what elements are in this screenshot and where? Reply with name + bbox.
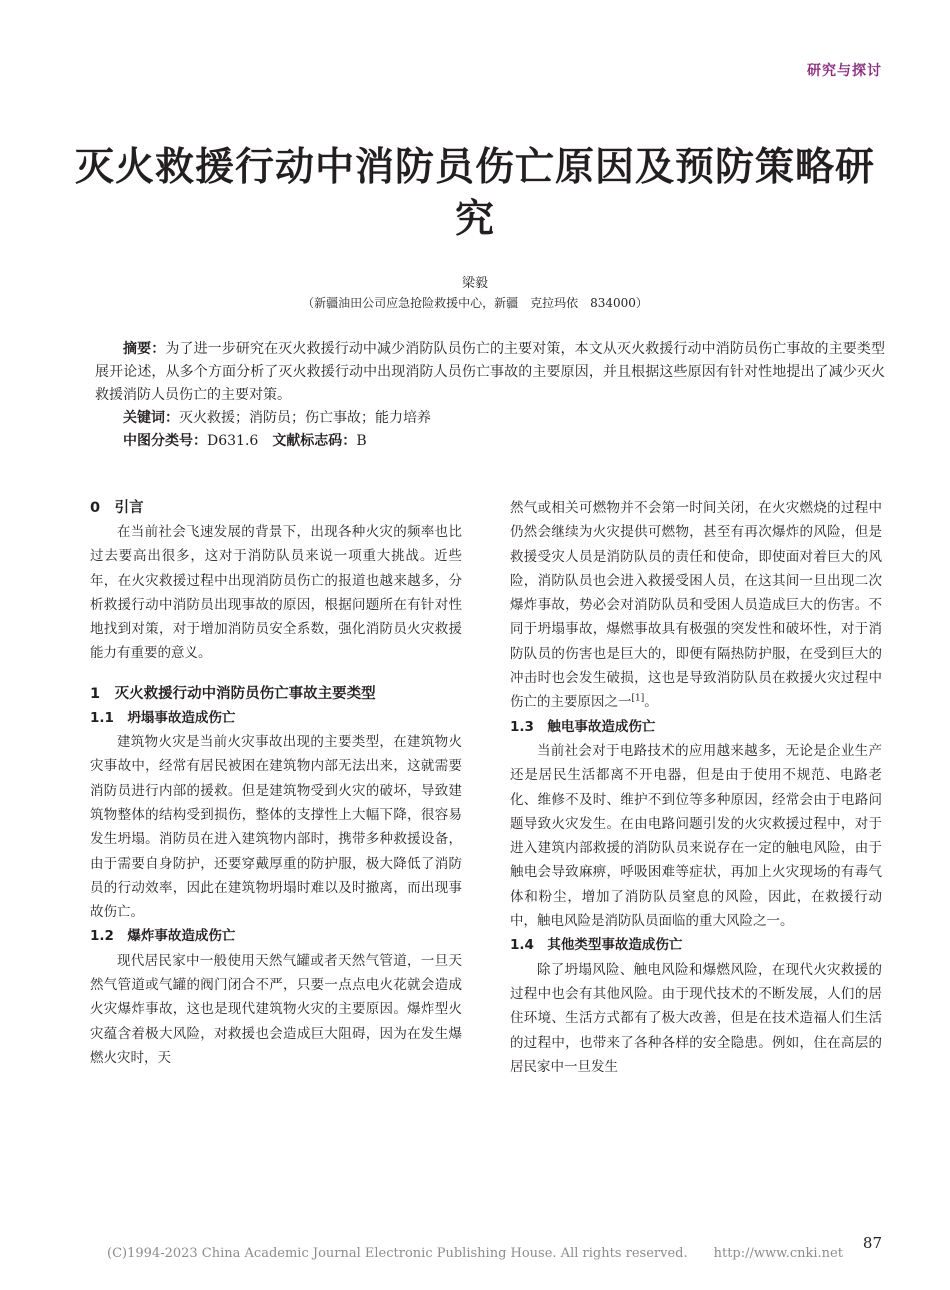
heading-1-3: 1.3 触电事故造成伤亡	[510, 718, 656, 735]
heading-1-2: 1.2 爆炸事故造成伤亡	[90, 928, 236, 945]
keywords	[95, 407, 885, 430]
paragraph-1-2-continued-text: 然气或相关可燃物并不会第一时间关闭，在火灾燃烧的过程中仍然会继续为火灾提供可燃物，甚至有再次爆炸的风险，但是救援受灾人员是消防队员的责任和使命，即使面对着巨大的风险，消防队员也会进入救援受困人员，在这其间一旦出现二次爆炸事故，势必会对消防队员和受困人员造成巨大的伤害。不同于坍塌事故，爆燃事故具有极强的突发性和破坏性，对于消防队员的伤害也是巨大的，即便有隔热防护服，在受到巨大的冲击时也会发生破损，这也是导致消防队员在救援火灾过程中伤亡的主要原因之一	[510, 500, 882, 711]
keywords-label: 关键词：	[123, 410, 179, 426]
doc-code-label: 文献标志码：	[272, 433, 357, 449]
abstract-label: 摘要：	[123, 341, 166, 357]
clc-value: D631.6	[207, 433, 259, 449]
page-number: 87	[862, 1234, 882, 1252]
keywords-text: 灭火救援；消防员；伤亡事故；能力培养	[179, 410, 431, 426]
article-title: 灭火救援行动中消防员伤亡原因及预防策略研究	[74, 145, 875, 242]
heading-introduction: 0 引言	[90, 500, 144, 516]
classification	[95, 430, 885, 453]
left-column	[90, 496, 462, 1070]
paragraph-1-2-continued	[510, 496, 882, 715]
heading-1-4: 1.4 其他类型事故造成伤亡	[510, 937, 683, 954]
author-name: 梁毅	[461, 276, 488, 291]
author-affiliation: （新疆油田公司应急抢险救援中心，新疆 克拉玛依 834000）	[302, 296, 648, 310]
intro-paragraph: 在当前社会飞速发展的背景下，出现各种火灾的频率也比过去要高出很多，这对于消防队员来说一项重大挑战。近些年，在火灾救援过程中出现消防员伤亡的报道也越来越多，分析救援行动中消防员出现事故的原因，根据问题所在有针对性地找到对策，对于增加消防员安全系数，强化消防员火灾救援能力有重要的意义。	[90, 524, 462, 662]
heading-1-1: 1.1 坍塌事故造成伤亡	[90, 709, 236, 726]
doc-code-value: B	[356, 433, 367, 449]
abstract-text: 为了进一步研究在灭火救援行动中减少消防队员伤亡的主要对策，本文从灭火救援行动中消防员伤亡事故的主要类型展开论述，从多个方面分析了灭火救援行动中出现消防人员伤亡事故的主要原因，并且根据这些原因有针对性地提出了减少灭火救援消防人员伤亡的主要对策。	[95, 341, 886, 403]
paragraph-1-1: 建筑物火灾是当前火灾事故出现的主要类型，在建筑物火灾事故中，经常有居民被困在建筑物内部无法出来，这就需要消防员进行内部的援救。但是建筑物受到火灾的破坏，导致建筑物整体的结构受到损伤，整体的支撑性上大幅下降，很容易发生坍塌。消防员在进入建筑物内部时，携带多种救援设备，由于需要自身防护，还要穿戴厚重的防护服，极大降低了消防员的行动效率，因此在建筑物坍塌时难以及时撤离，而出现事故伤亡。	[90, 734, 462, 921]
right-column	[510, 496, 882, 1079]
abstract-block	[95, 338, 885, 453]
heading-section-1: 1 灭火救援行动中消防员伤亡事故主要类型	[90, 685, 376, 702]
paragraph-1-4: 除了坍塌风险、触电风险和爆燃风险，在现代火灾救援的过程中也会有其他风险。由于现代技术的不断发展，人们的居住环境、生活方式都有了极大改善，但是在技术造福人们生活的过程中，也带来了各种各样的安全隐患。例如，住在高层的居民家中一旦发生	[510, 961, 882, 1075]
copyright-footer: (C)1994-2023 China Academic Journal Electronic Publishing House. All rights reserved. http://www.cnki.net	[107, 1246, 843, 1261]
reference-1[interactable]: [1]	[631, 693, 645, 704]
section-tag: 研究与探讨	[807, 63, 882, 79]
abstract	[95, 338, 885, 407]
sentence-end: 。	[644, 694, 658, 711]
clc-label: 中图分类号：	[123, 433, 207, 449]
paragraph-1-3: 当前社会对于电路技术的应用越来越多，无论是企业生产还是居民生活都离不开电器，但是由于使用不规范、电路老化、维修不及时、维护不到位等多种原因，经常会由于电路问题导致火灾发生。在由电路问题引发的火灾救援过程中，对于进入建筑内部救援的消防队员来说存在一定的触电风险，由于触电会导致麻痹，呼吸困难等症状，再加上火灾现场的有毒气体和粉尘，增加了消防队员窒息的风险，因此，在救援行动中，触电风险是消防队员面临的重大风险之一。	[510, 742, 882, 930]
paragraph-1-2: 现代居民家中一般使用天然气罐或者天然气管道，一旦天然气管道或气罐的阀门闭合不严，只要一点点电火花就会造成火灾爆炸事故，这也是现代建筑物火灾的主要原因。爆炸型火灾蕴含着极大风险，对救援也会造成巨大阻碍，因为在发生爆燃火灾时，天	[90, 952, 462, 1066]
